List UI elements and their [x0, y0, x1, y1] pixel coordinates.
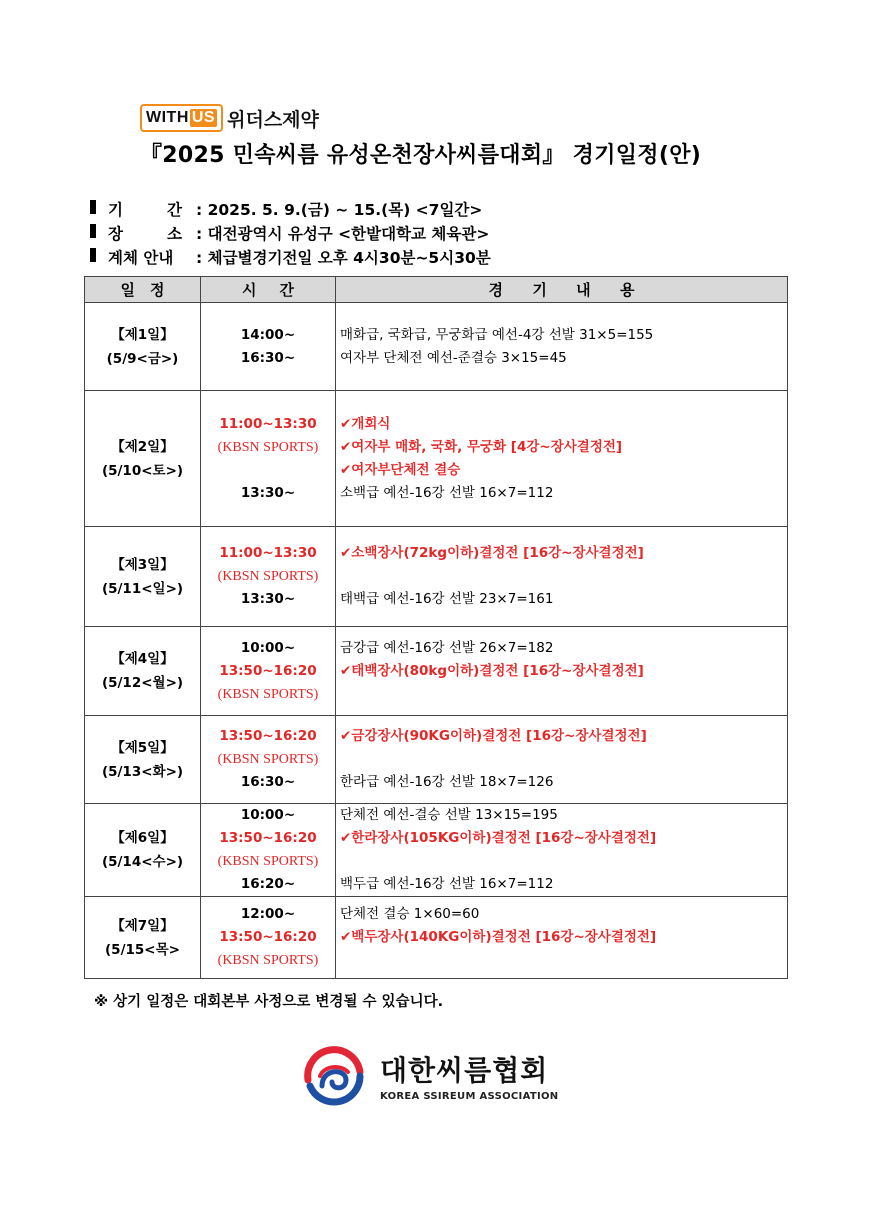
time-cell: 13:50~16:20 (KBSN SPORTS) 16:30~	[201, 716, 336, 804]
table-row	[85, 527, 788, 627]
info-value: : 2025. 5. 9.(금) ~ 15.(목) <7일간>	[196, 201, 483, 219]
time-cell: 10:00~ 13:50~16:20 (KBSN SPORTS) 16:20~	[201, 804, 336, 897]
header-time: 시 간	[201, 277, 336, 303]
bullet-square-icon	[90, 248, 96, 262]
info-weighin	[88, 246, 491, 268]
content-cell: 단체전 예선-결승 선발 13×15=195 ✔한라장사(105KG이하)결정전 [16강~장사결정전] 백두급 예선-16강 선발 16×7=112	[336, 804, 788, 897]
bullet-square-icon	[90, 224, 96, 238]
content-cell: 금강급 예선-16강 선발 26×7=182 ✔태백장사(80kg이하)결정전 [16강~장사결정전]	[336, 627, 788, 716]
bullet-square-icon	[90, 200, 96, 214]
table-row	[85, 804, 788, 897]
content-cell: 매화급, 국화급, 무궁화급 예선-4강 선발 31×5=155 여자부 단체전 예선-준결승 3×15=45	[336, 303, 788, 391]
page-title: 『2025 민속씨름 유성온천장사씨름대회』 경기일정(안)	[140, 143, 702, 168]
content-cell: ✔금강장사(90KG이하)결정전 [16강~장사결정전] 한라급 예선-16강 선발 18×7=126	[336, 716, 788, 804]
table-row	[85, 897, 788, 979]
time-cell: 14:00~ 16:30~	[201, 303, 336, 391]
header-content: 경 기 내 용	[336, 277, 788, 303]
association-name-en: KOREA SSIREUM ASSOCIATION	[380, 1090, 559, 1102]
table-row	[85, 391, 788, 527]
ssireum-emblem-icon	[302, 1046, 366, 1110]
association-name	[380, 1055, 558, 1102]
day-cell: 【제2일】 (5/10<토>)	[85, 391, 201, 527]
association-name-kr: 대한씨름협회	[380, 1053, 549, 1087]
info-label: 계체 안내	[108, 249, 174, 267]
info-venue	[88, 222, 489, 244]
schedule-table	[84, 276, 788, 979]
time-cell: 11:00~13:30 (KBSN SPORTS) 13:30~	[201, 391, 336, 527]
info-label: 기 간	[108, 201, 182, 219]
withus-logo	[140, 104, 319, 132]
time-cell: 11:00~13:30 (KBSN SPORTS) 13:30~	[201, 527, 336, 627]
withus-logo-mark	[140, 104, 223, 132]
header-schedule: 일 정	[85, 277, 201, 303]
time-cell: 12:00~ 13:50~16:20 (KBSN SPORTS)	[201, 897, 336, 979]
day-cell: 【제4일】 (5/12<월>)	[85, 627, 201, 716]
content-cell: ✔개회식 ✔여자부 매화, 국화, 무궁화 [4강~장사결정전] ✔여자부단체전 결승 소백급 예선-16강 선발 16×7=112	[336, 391, 788, 527]
association-logo	[302, 1046, 558, 1110]
info-value: : 체급별경기전일 오후 4시30분~5시30분	[196, 249, 491, 267]
day-cell: 【제5일】 (5/13<화>)	[85, 716, 201, 804]
table-row	[85, 627, 788, 716]
logo-text: WITH	[146, 109, 189, 126]
day-cell: 【제6일】 (5/14<수>)	[85, 804, 201, 897]
table-row	[85, 303, 788, 391]
info-period	[88, 198, 482, 220]
day-cell: 【제3일】 (5/11<일>)	[85, 527, 201, 627]
content-cell: ✔소백장사(72kg이하)결정전 [16강~장사결정전] 태백급 예선-16강 선발 23×7=161	[336, 527, 788, 627]
brand-name: 위더스제약	[227, 108, 319, 131]
notice-text: ※ 상기 일정은 대회본부 사정으로 변경될 수 있습니다.	[94, 994, 444, 1010]
info-value: : 대전광역시 유성구 <한밭대학교 체육관>	[196, 225, 490, 243]
table-header-row	[85, 277, 788, 303]
logo-highlight: US	[191, 109, 216, 126]
table-row	[85, 716, 788, 804]
content-cell: 단체전 결승 1×60=60 ✔백두장사(140KG이하)결정전 [16강~장사결정전]	[336, 897, 788, 979]
day-cell: 【제7일】 (5/15<목>	[85, 897, 201, 979]
day-cell: 【제1일】 (5/9<금>)	[85, 303, 201, 391]
time-cell: 10:00~ 13:50~16:20 (KBSN SPORTS)	[201, 627, 336, 716]
info-label: 장 소	[108, 225, 182, 243]
